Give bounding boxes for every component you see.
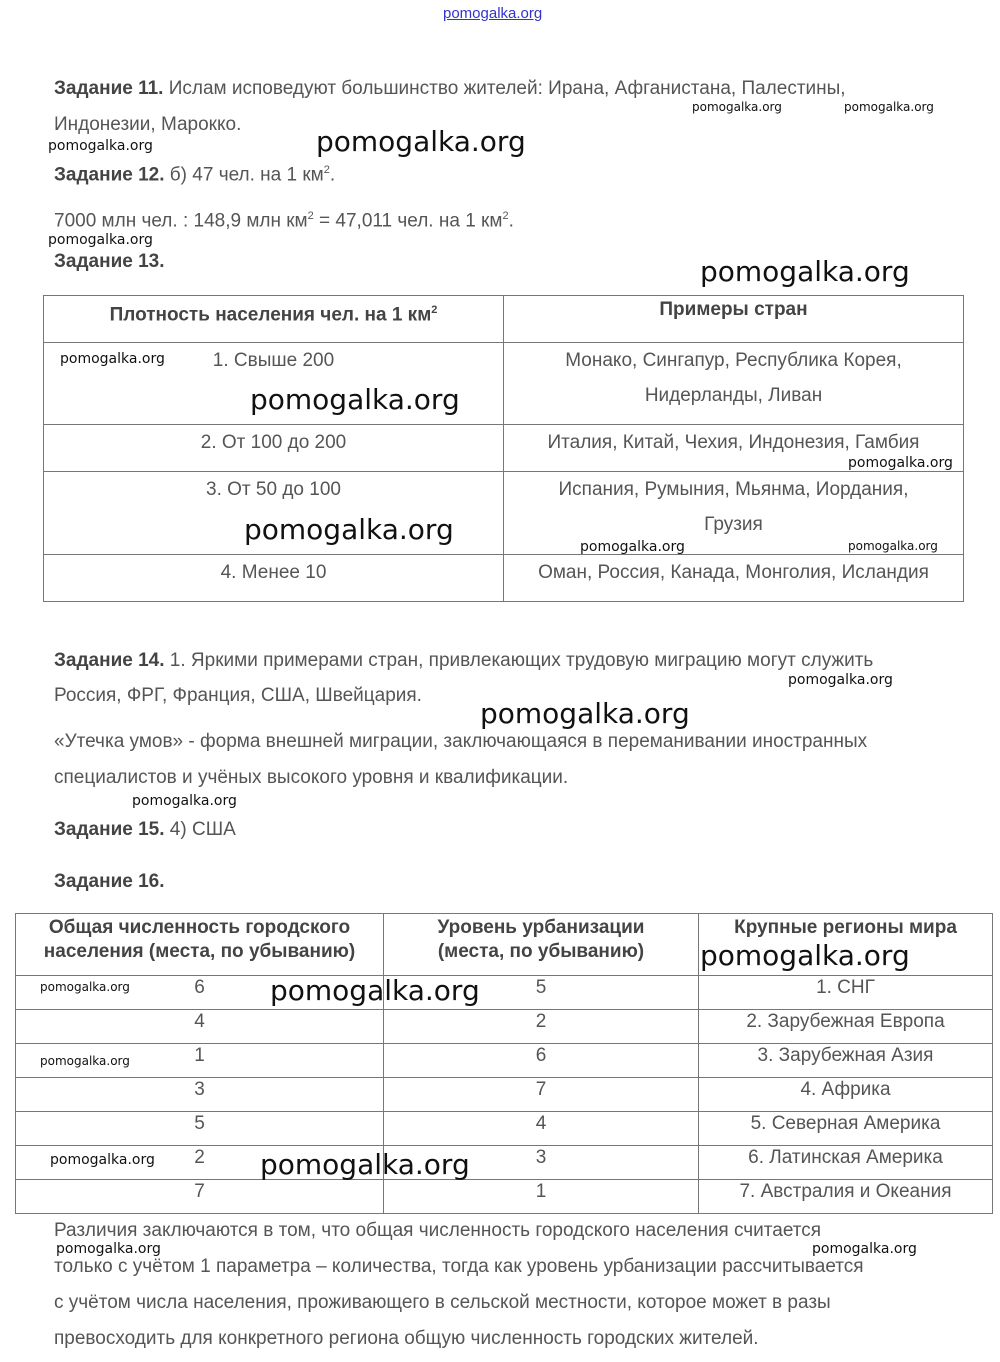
watermark: pomogalka.org [250, 383, 460, 416]
table-row [16, 1180, 993, 1214]
urbanization-rank-cell: 3 [384, 1146, 699, 1180]
urbanization-rank-cell: 1 [384, 1180, 699, 1214]
header-density: Плотность населения чел. на 1 $км^2$ [44, 296, 504, 343]
region-cell: 4. Африка [699, 1078, 993, 1112]
punct: . [508, 210, 514, 232]
header-regions: Крупные регионы мира [699, 914, 993, 976]
density-cell: 1. Свыше 200 [44, 343, 504, 425]
countries-cell: Италия, Китай, Чехия, Индонезия, Гамбия [504, 425, 964, 472]
region-cell: 2. Зарубежная Европа [699, 1010, 993, 1044]
table-row [16, 976, 993, 1010]
task14-label: Задание 14. [54, 650, 165, 671]
site-link[interactable]: pomogalka.org [443, 5, 543, 22]
task15-text: 4) США [169, 819, 236, 840]
urban-population-rank-cell: 6 [16, 976, 384, 1010]
urban-population-rank-cell: 1 [16, 1044, 384, 1078]
task15-line [54, 819, 236, 841]
watermark: pomogalka.org [56, 1241, 161, 1257]
urban-population-rank-cell: 7 [16, 1180, 384, 1214]
region-cell: 1. СНГ [699, 976, 993, 1010]
table-row [16, 1078, 993, 1112]
header-countries: Примеры стран [504, 296, 964, 343]
urban-population-rank-cell: 4 [16, 1010, 384, 1044]
task12-label: Задание 12. [54, 164, 165, 186]
sup: 2 [502, 210, 509, 222]
task11-text: Ислам исповедуют большинство жителей: Ирана, Афганистана, Палестины, [168, 78, 846, 99]
density-table [43, 295, 964, 602]
watermark: pomogalka.org [48, 138, 153, 154]
task11-line2: Индонезии, Марокко. [54, 114, 242, 135]
watermark: pomogalka.org [848, 455, 953, 471]
region-cell: 3. Зарубежная Азия [699, 1044, 993, 1078]
watermark: pomogalka.org [692, 100, 782, 114]
task14-text: 1. Яркими примерами стран, привлекающих трудовую миграцию могут служить [169, 650, 874, 671]
watermark: pomogalka.org [270, 974, 480, 1007]
table-header-row [44, 296, 964, 343]
watermark: pomogalka.org [700, 255, 910, 288]
task14-line3: «Утечка умов» - форма внешней миграции, заключающаяся в переманивании иностранных [54, 731, 868, 752]
task12-calc [54, 205, 514, 232]
table-row [44, 555, 964, 602]
table-row [44, 425, 964, 472]
watermark: pomogalka.org [50, 1152, 155, 1168]
countries-cell: Монако, Сингапур, Республика Корея, Нидерланды, Ливан [504, 343, 964, 425]
watermark: pomogalka.org [132, 793, 237, 809]
table-row [16, 1010, 993, 1044]
conclusion-line: только с учётом 1 параметра – количества, тогда как уровень урбанизации рассчитывается [54, 1256, 864, 1277]
density-cell: 2. От 100 до 200 [44, 425, 504, 472]
task12-line [54, 159, 335, 186]
region-cell: 5. Северная Америка [699, 1112, 993, 1146]
task11-label: Задание 11. [54, 78, 164, 99]
sup: 2 [323, 164, 330, 176]
table-row [16, 1044, 993, 1078]
table-row [44, 343, 964, 425]
conclusion-line: с учётом числа населения, проживающего в сельской местности, которое может в разы [54, 1292, 831, 1313]
density-cell: 4. Менее 10 [44, 555, 504, 602]
task16-label: Задание 16. [54, 871, 165, 892]
task14-line4: специалистов и учёных высокого уровня и квалификации. [54, 767, 569, 788]
countries-cell: Оман, Россия, Канада, Монголия, Исландия [504, 555, 964, 602]
header-urban-population: Общая численность городского населения (места, по убыванию) [16, 914, 384, 976]
urban-population-rank-cell: 3 [16, 1078, 384, 1112]
sup: 2 [307, 210, 314, 222]
region-cell: 7. Австралия и Океания [699, 1180, 993, 1214]
urbanization-rank-cell: 4 [384, 1112, 699, 1146]
watermark: pomogalka.org [60, 351, 165, 367]
conclusion-line: Различия заключаются в том, что общая численность городского населения считается [54, 1220, 822, 1241]
watermark: pomogalka.org [788, 672, 893, 688]
header-urbanization-level: Уровень урбанизации (места, по убыванию) [384, 914, 699, 976]
task11-line1 [54, 78, 846, 100]
task15-label: Задание 15. [54, 819, 165, 840]
density-cell: 3. От 50 до 100 [44, 472, 504, 555]
task14-line1 [54, 650, 873, 672]
watermark: pomogalka.org [844, 100, 934, 114]
watermark: pomogalka.org [700, 939, 910, 972]
urbanization-rank-cell: 7 [384, 1078, 699, 1112]
watermark: pomogalka.org [848, 539, 938, 553]
task13-label: Задание 13. [54, 251, 165, 272]
countries-cell: Испания, Румыния, Мьянма, Иордания, Грузия [504, 472, 964, 555]
watermark: pomogalka.org [244, 513, 454, 546]
watermark: pomogalka.org [580, 539, 685, 555]
table-row [16, 1112, 993, 1146]
watermark: pomogalka.org [812, 1241, 917, 1257]
urban-population-rank-cell: 2 [16, 1146, 384, 1180]
task14-line2: Россия, ФРГ, Франция, США, Швейцария. [54, 685, 422, 706]
watermark: pomogalka.org [48, 232, 153, 248]
watermark: pomogalka.org [316, 125, 526, 158]
urbanization-rank-cell: 2 [384, 1010, 699, 1044]
urbanization-rank-cell: 6 [384, 1044, 699, 1078]
watermark: pomogalka.org [40, 1054, 130, 1068]
table-row [44, 472, 964, 555]
task12-text: б) 47 чел. на 1 км [169, 164, 324, 186]
watermark: pomogalka.org [480, 697, 690, 730]
urban-population-rank-cell: 5 [16, 1112, 384, 1146]
urbanization-rank-cell: 5 [384, 976, 699, 1010]
table-row [16, 1146, 993, 1180]
conclusion-line: превосходить для конкретного региона общую численность городских жителей. [54, 1328, 759, 1349]
watermark: pomogalka.org [40, 980, 130, 994]
watermark: pomogalka.org [260, 1148, 470, 1181]
calc-a: 7000 млн чел. : 148,9 млн км [54, 210, 308, 232]
punct: . [329, 164, 336, 186]
region-cell: 6. Латинская Америка [699, 1146, 993, 1180]
calc-b: = 47,011 чел. на 1 км [313, 210, 503, 232]
